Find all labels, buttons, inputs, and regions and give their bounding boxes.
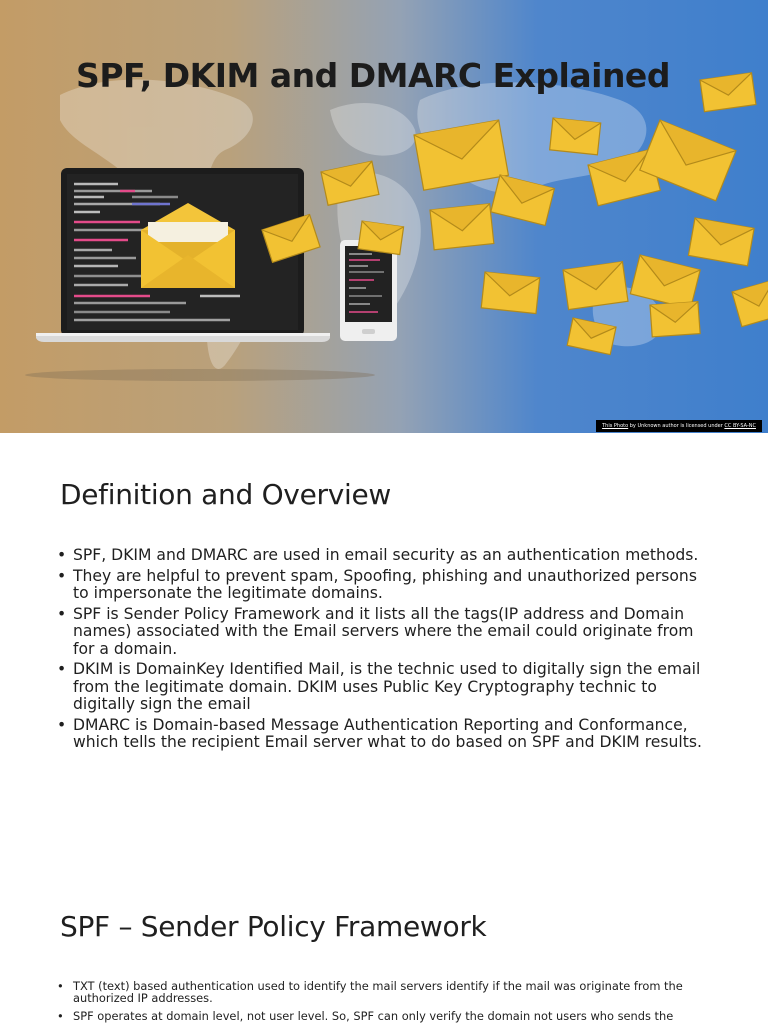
- bullet-list: [57, 547, 717, 755]
- list-item: • SPF is Sender Policy Framework and it lists all the tags(IP address and Domain names) associated with the Email servers where the email could originate from for a domain.: [57, 606, 717, 659]
- photo-credit-link[interactable]: This Photo: [602, 423, 629, 429]
- list-item: • SPF operates at domain level, not user level. So, SPF can only verify the domain not users who sends the: [57, 1010, 727, 1022]
- slide-title: SPF, DKIM and DMARC Explained: [76, 56, 670, 96]
- bullet-list: [57, 980, 727, 1028]
- list-item: • DMARC is Domain-based Message Authentication Reporting and Conformance, which tells the recipient Email server what to do based on SPF and DKIM results.: [57, 717, 717, 752]
- slide-title: SPF – Sender Policy Framework: [60, 910, 487, 943]
- list-item: • TXT (text) based authentication used to identify the mail servers identify if the mail was originate from the authorized IP addresses.: [57, 980, 727, 1004]
- title-slide: [0, 0, 768, 433]
- list-item: • DKIM is DomainKey Identified Mail, is the technic used to digitally sign the email from the legitimate domain. DKIM uses Public Key Cryptography technic to digitally sign the email: [57, 661, 717, 714]
- list-item: • They are helpful to prevent spam, Spoofing, phishing and unauthorized persons to impersonate the legitimate domains.: [57, 568, 717, 603]
- slide-title: Definition and Overview: [60, 478, 391, 511]
- phone-icon: [340, 240, 397, 341]
- photo-credit: [596, 420, 762, 432]
- list-item: • SPF, DKIM and DMARC are used in email security as an authentication methods.: [57, 547, 717, 565]
- license-link[interactable]: CC BY-SA-NC: [724, 423, 756, 429]
- photo-credit-text: by Unknown author is licensed under: [628, 423, 725, 429]
